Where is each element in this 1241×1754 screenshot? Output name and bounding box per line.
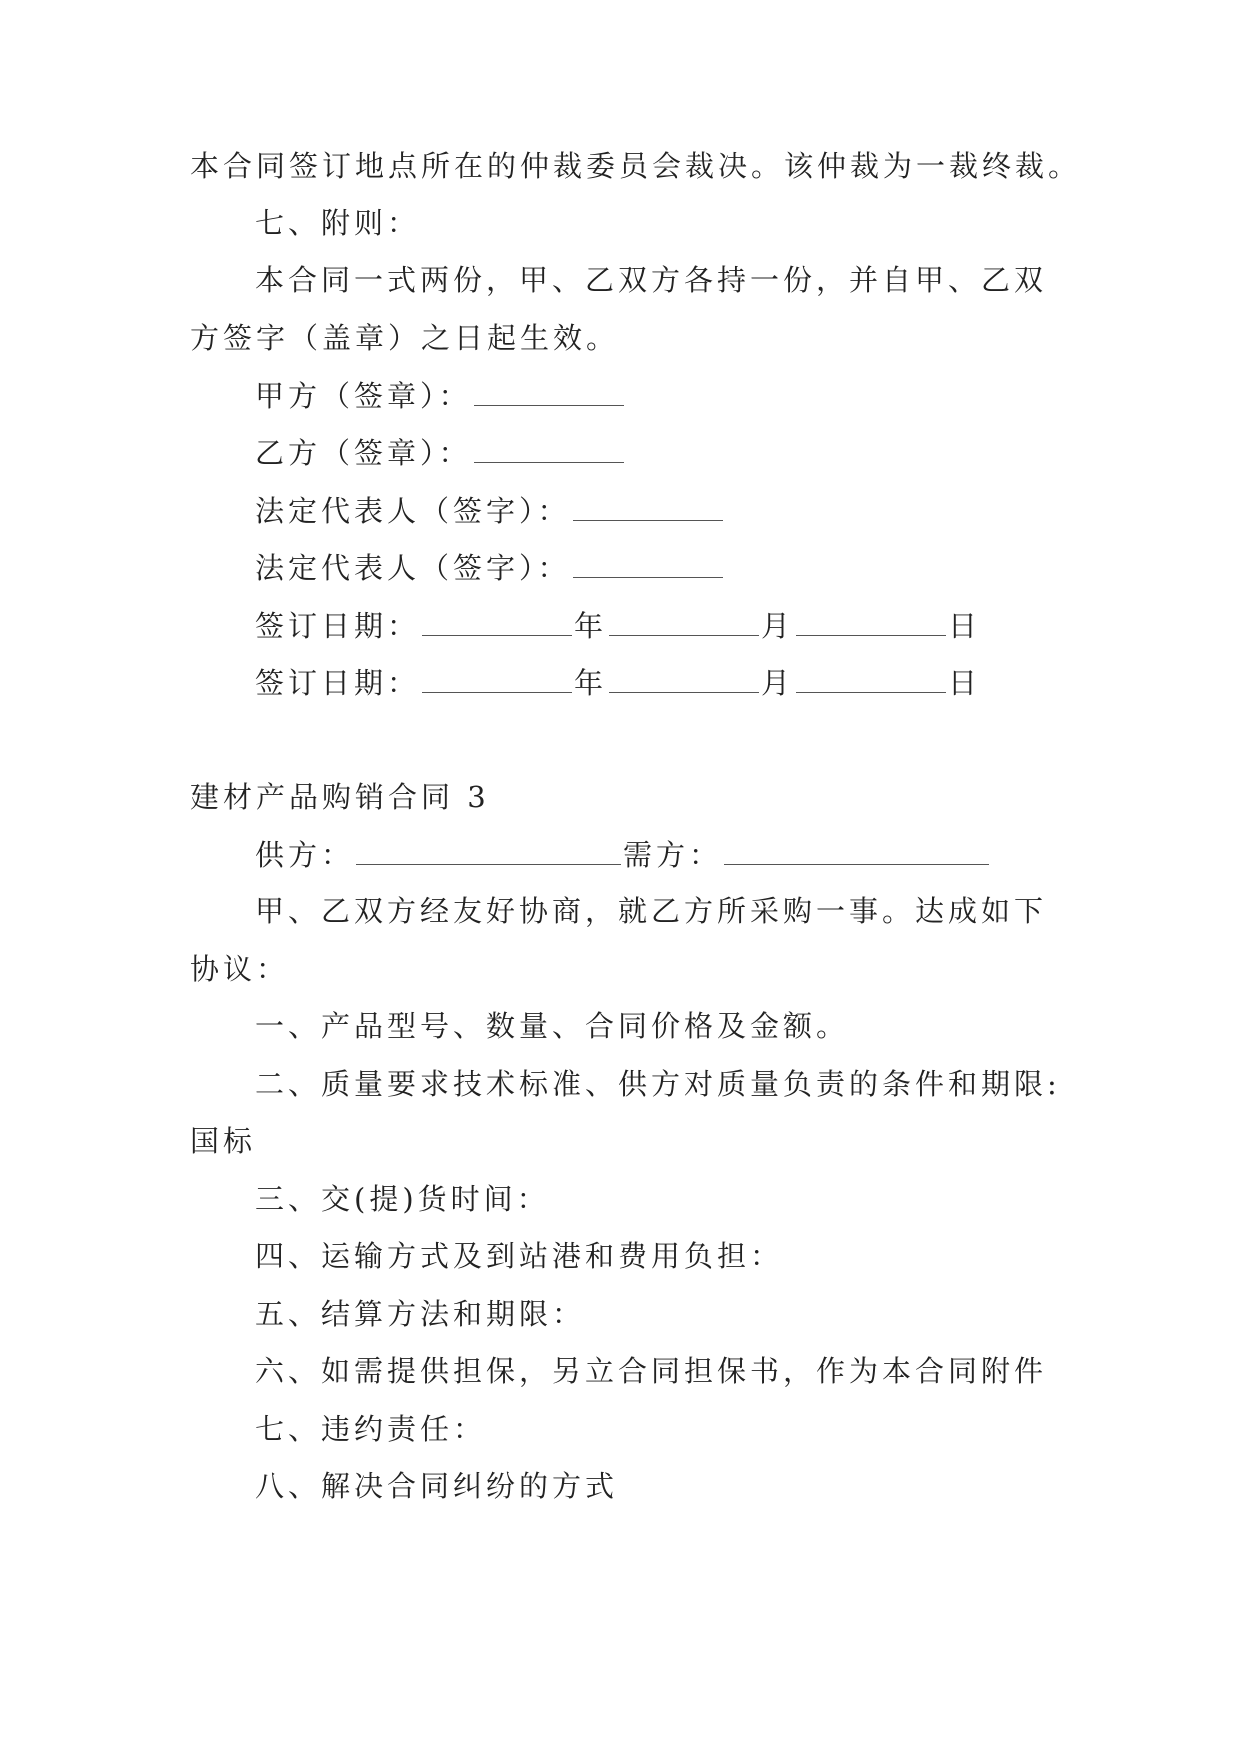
year-label-2: 年 [574,666,608,700]
month-blank-1 [609,605,759,636]
buyer-label: 需方： [623,838,723,872]
year-blank-1 [422,605,572,636]
effectivity-clause-line1: 本合同一式两份，甲、乙双方各持一份，并自甲、乙双 [255,263,1048,297]
party-b-signature-blank [474,432,624,463]
supplier-buyer-row [255,834,991,875]
section-heading-appendix: 七、附则： [255,206,421,240]
clause-4: 四、运输方式及到站港和费用负担： [255,1239,784,1273]
party-b-signature-label: 乙方（签章）： [255,436,472,470]
arbitration-clause-end: 本合同签订地点所在的仲裁委员会裁决。该仲裁为一裁终裁。 [190,149,1082,183]
clause-2: 二、质量要求技术标准、供方对质量负责的条件和期限: [255,1067,1061,1101]
month-label-2: 月 [761,666,795,700]
day-label-2: 日 [948,666,982,700]
supplier-blank [356,834,621,865]
agreement-intro-line1: 甲、乙双方经友好协商，就乙方所采购一事。达成如下 [255,894,1048,928]
party-a-signature-blank [474,375,624,406]
supplier-label: 供方： [255,838,355,872]
clause-5: 五、结算方法和期限： [255,1297,586,1331]
contract-title: 建材产品购销合同 3 [190,780,490,814]
party-a-signature-row [255,375,626,416]
day-label-1: 日 [948,609,982,643]
month-label-1: 月 [761,609,795,643]
legal-rep-signature-row-1 [255,490,725,531]
clause-1: 一、产品型号、数量、合同价格及金额。 [255,1009,850,1043]
legal-rep-signature-label-2: 法定代表人（签字）： [255,551,571,585]
clause-3: 三、交(提)货时间： [255,1182,550,1216]
signing-date-row-2 [255,662,981,703]
clause-7: 七、违约责任： [255,1412,487,1446]
legal-rep-signature-blank-1 [573,490,723,521]
effectivity-clause-line2: 方签字（盖章）之日起生效。 [190,321,620,355]
year-blank-2 [422,662,572,693]
clause-8: 八、解决合同纠纷的方式 [255,1469,619,1503]
signing-date-row-1 [255,605,981,646]
month-blank-2 [609,662,759,693]
clause-6: 六、如需提供担保，另立合同担保书，作为本合同附件 [255,1354,1048,1388]
day-blank-2 [796,662,946,693]
signing-date-label-1: 签订日期： [255,609,421,643]
year-label-1: 年 [574,609,608,643]
party-b-signature-row [255,432,626,473]
signing-date-label-2: 签订日期： [255,666,421,700]
legal-rep-signature-label-1: 法定代表人（签字）： [255,494,571,528]
legal-rep-signature-blank-2 [573,547,723,578]
party-a-signature-label: 甲方（签章）： [255,379,472,413]
buyer-blank [724,834,989,865]
legal-rep-signature-row-2 [255,547,725,588]
day-blank-1 [796,605,946,636]
clause-2-continuation: 国标 [190,1124,257,1158]
agreement-intro-line2: 协议： [190,952,290,986]
